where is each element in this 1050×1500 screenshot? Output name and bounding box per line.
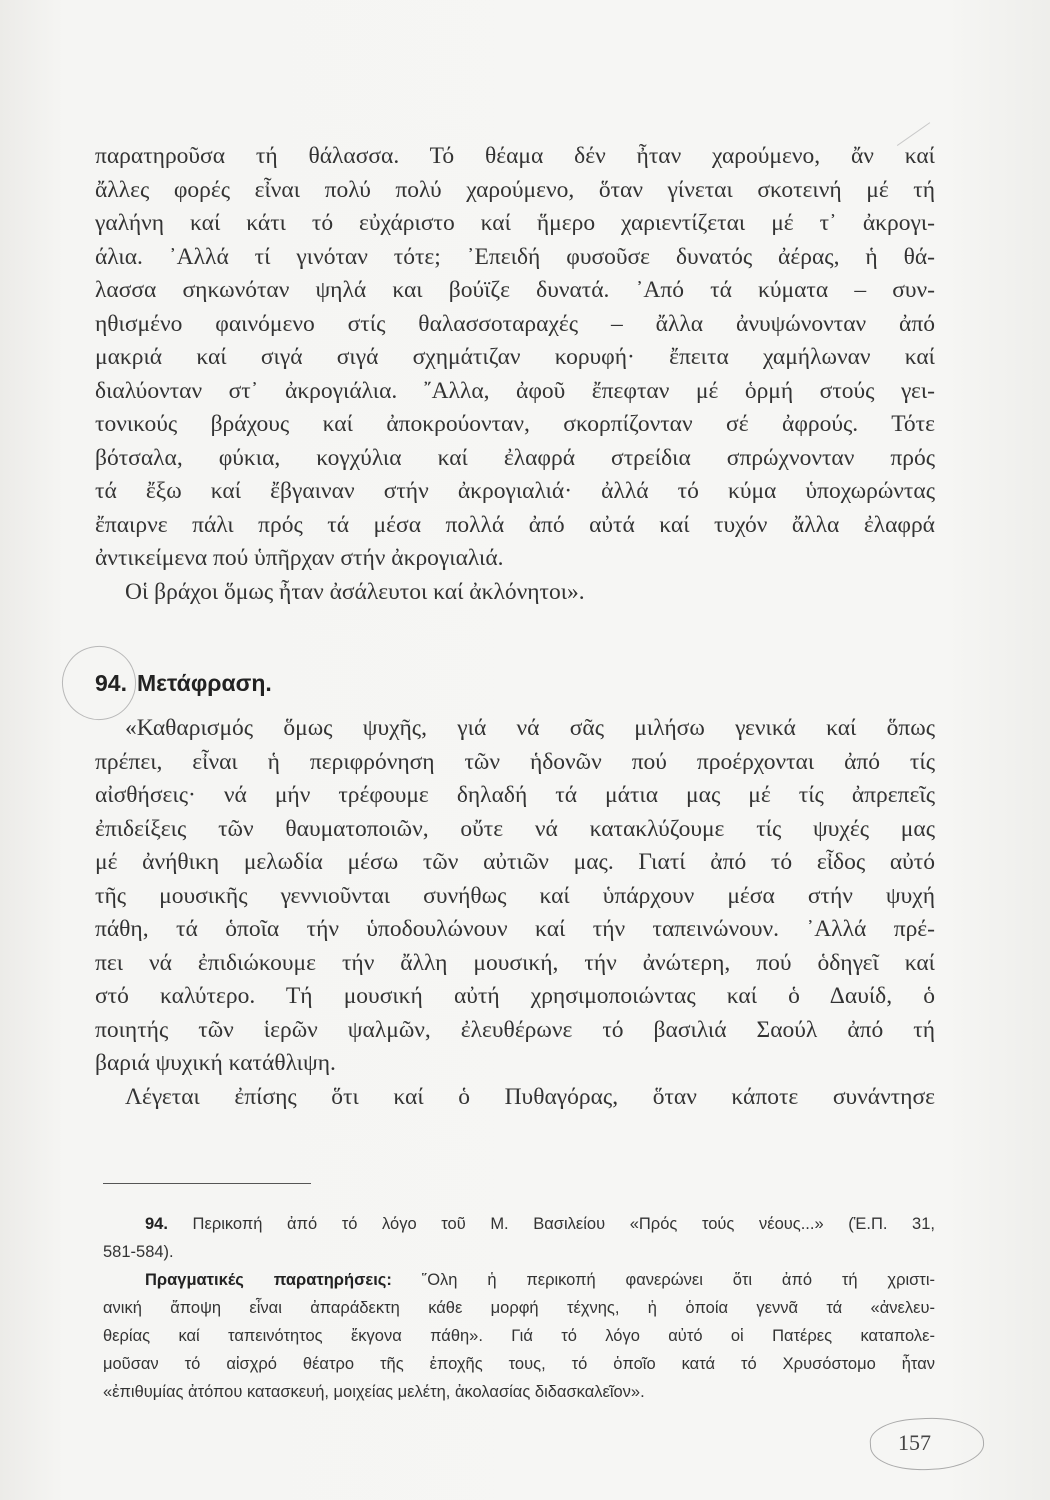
section-heading: [95, 670, 272, 697]
footnote-separator: [103, 1183, 311, 1184]
text-line: ἄλλες φορές εἶναι πολύ πολύ χαρούμενο, ὅταν γίνεται σκοτεινή μέ τή: [95, 176, 935, 203]
text-line: ἔπαιρνε πάλι πρός τά μέσα πολλά ἀπό αὐτά καί τυχόν ἄλλα ἐλαφρά: [95, 511, 935, 538]
page-number: 157: [898, 1430, 931, 1455]
section-number: 94.: [95, 670, 127, 696]
text-line: διαλύονταν στ᾽ ἀκρογιάλια. ῎Αλλα, ἀφοῦ ἔπεφταν μέ ὁρμή στούς γει-: [95, 377, 935, 404]
paragraph-1: [95, 140, 935, 576]
footnote-number: 94.: [145, 1215, 168, 1233]
text-line: ἐπιδείξεις τῶν θαυματοποιῶν, οὔτε νά κατακλύζουμε τίς ψυχές μας: [95, 815, 935, 842]
text-line: λασσα σηκωνόταν ψηλά και βούϊζε δυνατά. ᾽Από τά κύματα – συν-: [95, 277, 935, 303]
text-line: γαλήνη καί κάτι τό εὐχάριστο καί ἥμερο χαριεντίζεται μέ τ᾽ ἀκρογι-: [95, 210, 935, 236]
text-line: Λέγεται ἐπίσης ὅτι καί ὁ Πυθαγόρας, ὅταν κάποτε συνάντησε: [125, 1083, 935, 1110]
text-line: βαριά ψυχική κατάθλιψη.: [95, 1050, 336, 1076]
body-text-top: [95, 140, 935, 609]
remarks-text: ῞Ολη ἡ περικοπή φανερώνει ὅτι ἀπό τή χριστι-: [421, 1271, 935, 1289]
section-title: Μετάφραση.: [136, 670, 272, 696]
footnotes: [103, 1210, 935, 1406]
text-line: πει νά ἐπιδιώκουμε τήν ἄλλη μουσική, τήν ἀνώτερη, πού ὁδηγεῖ καί: [95, 949, 935, 976]
remarks-text: μοῦσαν τό αἰσχρό θέατρο τῆς ἐποχῆς τους, τό ὁποῖο κατά τό Χρυσόστομο ἦταν: [103, 1355, 935, 1373]
footnote-text: Περικοπή ἀπό τό λόγο τοῦ Μ. Βασιλείου «Πρός τούς νέους...» (Ἑ.Π. 31,: [192, 1215, 935, 1233]
text-line: άλια. ᾽Αλλά τί γινόταν τότε; ᾽Επειδή φυσοῦσε δυνατός ἀέρας, ἡ θά-: [95, 243, 935, 270]
text-line: Οἱ βράχοι ὅμως ἦταν ἀσάλευτοι καί ἀκλόνητοι».: [125, 578, 585, 605]
body-text-bottom: [95, 712, 935, 1114]
text-line: στό καλύτερο. Τή μουσική αὐτή χρησιμοποιώντας καί ὁ Δαυίδ, ὁ: [95, 983, 935, 1009]
text-line: βότσαλα, φύκια, κογχύλια καί ἐλαφρά στρείδια σπρώχνονταν πρός: [95, 444, 935, 471]
footnote-text: 581-584).: [103, 1243, 174, 1261]
paragraph-3: [95, 712, 935, 1081]
text-line: παρατηροῦσα τή θάλασσα. Τό θέαμα δέν ἦταν χαρούμενο, ἄν καί: [95, 143, 935, 169]
text-line: τά ἔξω καί ἔβγαιναν στήν ἀκρογιαλιά· ἀλλά τό κύμα ὑποχωρώντας: [95, 478, 935, 504]
text-line: μέ ἀνήθικη μελωδία μέσω τῶν αὐτιῶν μας. Γιατί ἀπό τό εἶδος αὐτό: [95, 849, 935, 875]
footnote-94: [103, 1210, 935, 1238]
remarks-text: ανική ἄποψη εἶναι ἀπαράδεκτη κάθε μορφή τέχνης, ἡ ὁποία γεννᾶ τά «ἀνελευ-: [103, 1299, 935, 1317]
text-line: ἀντικείμενα πού ὑπῆρχαν στήν ἀκρογιαλιά.: [95, 545, 504, 571]
text-line: αἰσθήσεις· νά μήν τρέφουμε δηλαδή τά μάτια μας μέ τίς ἀπρεπεῖς: [95, 782, 935, 808]
text-line: πάθη, τά ὁποῖα τήν ὑποδουλώνουν καί τήν ταπεινώνουν. ᾽Αλλά πρέ-: [95, 916, 935, 942]
remarks-line: [103, 1266, 935, 1294]
text-line: πρέπει, εἶναι ἡ περιφρόνηση τῶν ἡδονῶν πού προέρχονται ἀπό τίς: [95, 748, 935, 775]
text-line: ηθισμένο φαινόμενο στίς θαλασσοταραχές – ἄλλα ἀνυψώνονταν ἀπό: [95, 310, 935, 337]
text-line: τονικούς βράχους καί ἀποκρούονταν, σκορπίζονταν σέ ἀφρούς. Τότε: [95, 411, 935, 437]
text-line: μακριά καί σιγά σιγά σχημάτιζαν κορυφή· ἔπειτα χαμήλωναν καί: [95, 344, 935, 370]
paragraph-4: [95, 1081, 935, 1115]
text-line: «Καθαρισμός ὅμως ψυχῆς, γιά νά σᾶς μιλήσω γενικά καί ὅπως: [125, 715, 935, 741]
remarks-text: «ἐπιθυμίας ἀτόπου κατασκευή, μοιχείας μελέτη, ἀκολασίας διδασκαλεῖον».: [103, 1383, 645, 1401]
text-line: ποιητής τῶν ἱερῶν ψαλμῶν, ἐλευθέρωνε τό βασιλιά Σαούλ ἀπό τή: [95, 1016, 935, 1043]
remarks-text: θερίας καί ταπεινότητος ἔκγονα πάθη». Γιά τό λόγο αὐτό οἱ Πατέρες καταπολε-: [103, 1327, 935, 1345]
paragraph-2: [95, 576, 935, 610]
text-line: τῆς μουσικῆς γεννιοῦνται συνήθως καί ὑπάρχουν μέσα στήν ψυχή: [95, 882, 935, 909]
remarks-label: Πραγματικές παρατηρήσεις:: [145, 1271, 392, 1289]
